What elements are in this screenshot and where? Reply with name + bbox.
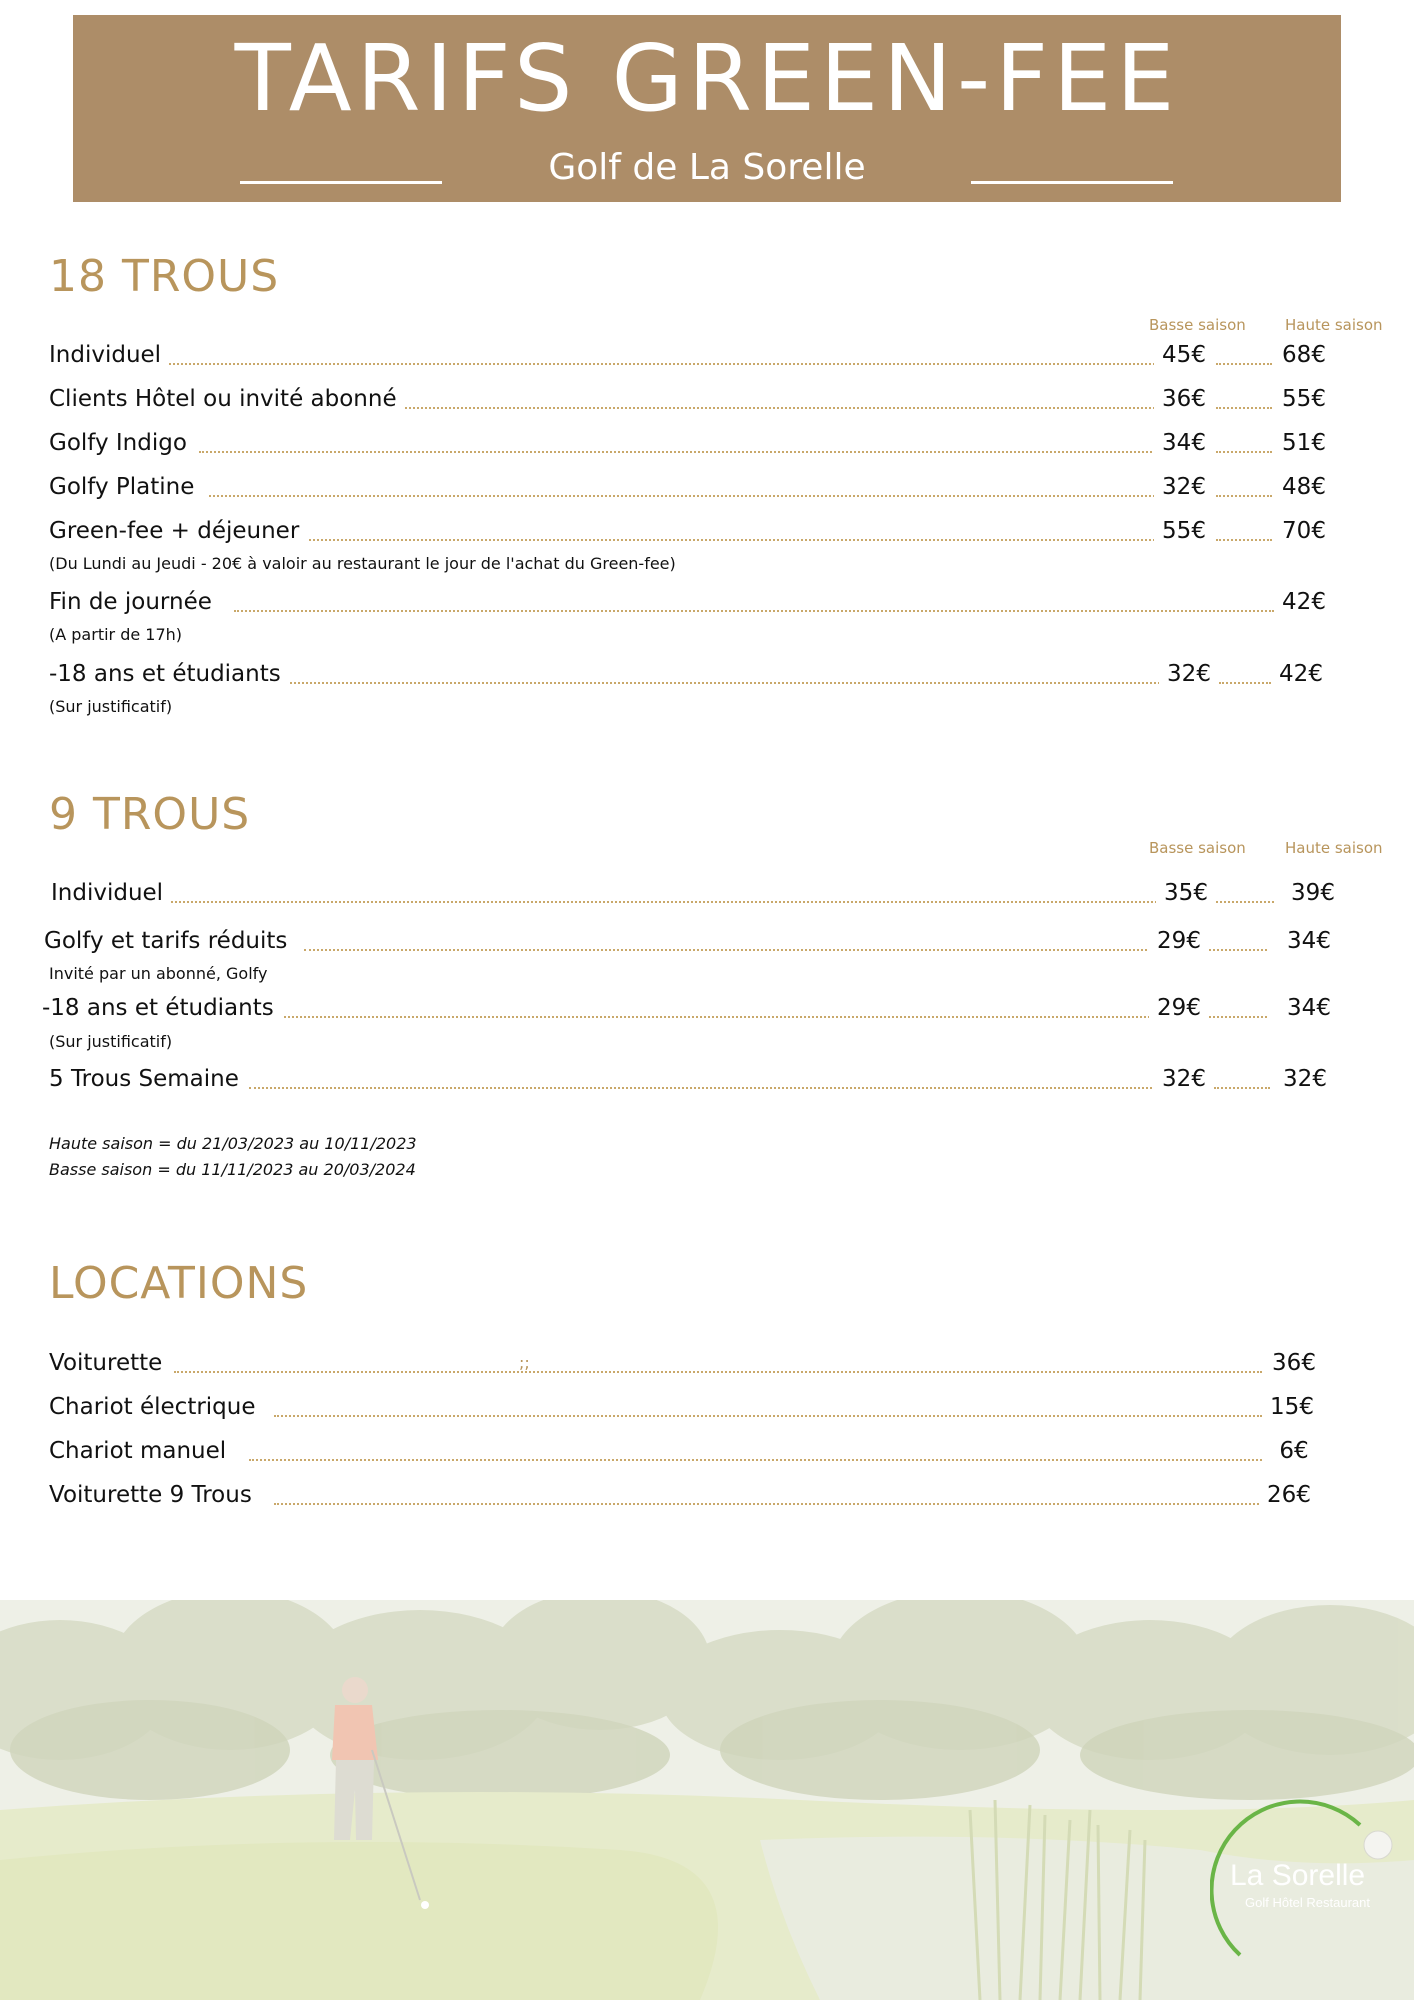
dot-leader	[349, 407, 1199, 409]
price-row-green-fee-dejeuner	[49, 515, 1339, 547]
dot-leader	[1209, 949, 1267, 951]
row-note: (Sur justificatif)	[49, 697, 173, 716]
dot-leader	[304, 949, 1199, 951]
price-row-golfy-tarifs-reduits	[44, 925, 1334, 957]
price-location: 26€	[1259, 1479, 1319, 1511]
golf-course-illustration	[0, 1600, 1414, 2000]
dot-leader	[1216, 901, 1274, 903]
row-label: Fin de journée	[49, 586, 220, 618]
dot-leader	[249, 1459, 1269, 1461]
price-row-chariot-electrique	[49, 1391, 1339, 1423]
price-row-individuel-18	[49, 339, 1339, 371]
dot-leader	[1219, 682, 1271, 684]
row-label: Voiturette	[49, 1347, 170, 1379]
col-header-basse-saison: Basse saison	[1149, 839, 1246, 857]
price-basse: 32€	[1154, 1063, 1214, 1095]
price-haute: 34€	[1279, 992, 1339, 1024]
row-note: (Sur justificatif)	[49, 1032, 173, 1051]
row-label: Clients Hôtel ou invité abonné	[49, 383, 405, 415]
dot-leader	[309, 539, 1199, 541]
row-note: (Du Lundi au Jeudi - 20€ à valoir au restaurant le jour de l'achat du Green-fee)	[49, 554, 676, 573]
price-row-moins-18-ans-9	[42, 992, 1332, 1024]
dot-leader	[1216, 539, 1272, 541]
golf-ball-icon	[1364, 1831, 1392, 1859]
row-label: Voiturette 9 Trous	[49, 1479, 260, 1511]
col-header-haute-saison: Haute saison	[1285, 839, 1383, 857]
price-basse: 29€	[1149, 925, 1209, 957]
dot-leader	[209, 495, 1199, 497]
row-label: -18 ans et étudiants	[49, 658, 289, 690]
dot-leader	[1209, 1016, 1267, 1018]
dot-leader	[234, 610, 1274, 612]
price-row-moins-18-ans	[49, 658, 1339, 690]
row-note: Invité par un abonné, Golfy	[49, 964, 268, 983]
section-title-18-trous: 18 TROUS	[49, 251, 280, 302]
dot-leader	[129, 363, 1199, 365]
price-haute: 70€	[1274, 515, 1334, 547]
logo-tagline: Golf Hôtel Restaurant	[1245, 1895, 1371, 1910]
price-location: 36€	[1264, 1347, 1324, 1379]
dot-leader-mark: ;;	[519, 1353, 530, 1372]
golf-course-photo	[0, 1600, 1414, 2000]
section-title-locations: LOCATIONS	[49, 1258, 309, 1309]
price-row-golfy-platine	[49, 471, 1339, 503]
col-header-basse-saison: Basse saison	[1149, 316, 1246, 334]
price-basse: 34€	[1154, 427, 1214, 459]
la-sorelle-logo	[1210, 1795, 1410, 1995]
row-label: Individuel	[51, 877, 171, 909]
dot-leader	[274, 1503, 1259, 1505]
price-location: 6€	[1264, 1435, 1324, 1467]
price-haute: 34€	[1279, 925, 1339, 957]
price-row-5-trous-semaine	[49, 1063, 1339, 1095]
price-haute: 32€	[1275, 1063, 1335, 1095]
price-row-voiturette	[49, 1347, 1339, 1379]
page-title: TARIFS GREEN-FEE	[234, 25, 1180, 132]
price-row-voiturette-9-trous	[49, 1479, 1339, 1511]
dot-leader	[279, 682, 1204, 684]
price-haute: 42€	[1274, 586, 1334, 618]
price-row-clients-hotel	[49, 383, 1339, 415]
dot-leader	[174, 1371, 1262, 1373]
dot-leader	[249, 1087, 1204, 1089]
price-haute: 39€	[1283, 877, 1343, 909]
price-row-fin-de-journee	[49, 586, 1339, 618]
price-basse: 36€	[1154, 383, 1214, 415]
price-haute: 55€	[1274, 383, 1334, 415]
header-banner	[73, 15, 1341, 202]
row-label: -18 ans et étudiants	[42, 992, 282, 1024]
price-row-individuel-9	[51, 877, 1341, 909]
row-label: Golfy Platine	[49, 471, 202, 503]
dot-leader	[171, 901, 1201, 903]
section-title-9-trous: 9 TROUS	[49, 789, 251, 840]
price-basse: 29€	[1149, 992, 1209, 1024]
row-label: Individuel	[49, 339, 169, 371]
logo-name: La Sorelle	[1230, 1859, 1366, 1892]
dot-leader	[274, 1415, 1262, 1417]
price-haute: 48€	[1274, 471, 1334, 503]
season-high-note: Haute saison = du 21/03/2023 au 10/11/2023	[49, 1134, 417, 1153]
col-header-haute-saison: Haute saison	[1285, 316, 1383, 334]
row-label: Chariot manuel	[49, 1435, 234, 1467]
price-haute: 68€	[1274, 339, 1334, 371]
season-low-note: Basse saison = du 11/11/2023 au 20/03/2024	[49, 1160, 416, 1179]
price-row-chariot-manuel	[49, 1435, 1339, 1467]
dot-leader	[1216, 407, 1272, 409]
price-location: 15€	[1262, 1391, 1322, 1423]
row-label: Green-fee + déjeuner	[49, 515, 307, 547]
row-label: Chariot électrique	[49, 1391, 264, 1423]
price-basse: 35€	[1156, 877, 1216, 909]
page-subtitle: Golf de La Sorelle	[548, 147, 866, 188]
row-label: 5 Trous Semaine	[49, 1063, 247, 1095]
banner-divider-right	[971, 181, 1173, 184]
price-basse: 32€	[1159, 658, 1219, 690]
dot-leader	[1214, 1087, 1270, 1089]
dot-leader	[1216, 495, 1272, 497]
price-row-golfy-indigo	[49, 427, 1339, 459]
dot-leader	[199, 451, 1199, 453]
price-basse: 45€	[1154, 339, 1214, 371]
price-basse: 32€	[1154, 471, 1214, 503]
row-label: Golfy Indigo	[49, 427, 195, 459]
dot-leader	[1216, 451, 1272, 453]
dot-leader	[277, 1016, 1197, 1018]
price-haute: 51€	[1274, 427, 1334, 459]
price-basse: 55€	[1154, 515, 1214, 547]
price-haute: 42€	[1271, 658, 1331, 690]
row-note: (A partir de 17h)	[49, 625, 183, 644]
dot-leader	[1216, 363, 1272, 365]
row-label: Golfy et tarifs réduits	[44, 925, 295, 957]
